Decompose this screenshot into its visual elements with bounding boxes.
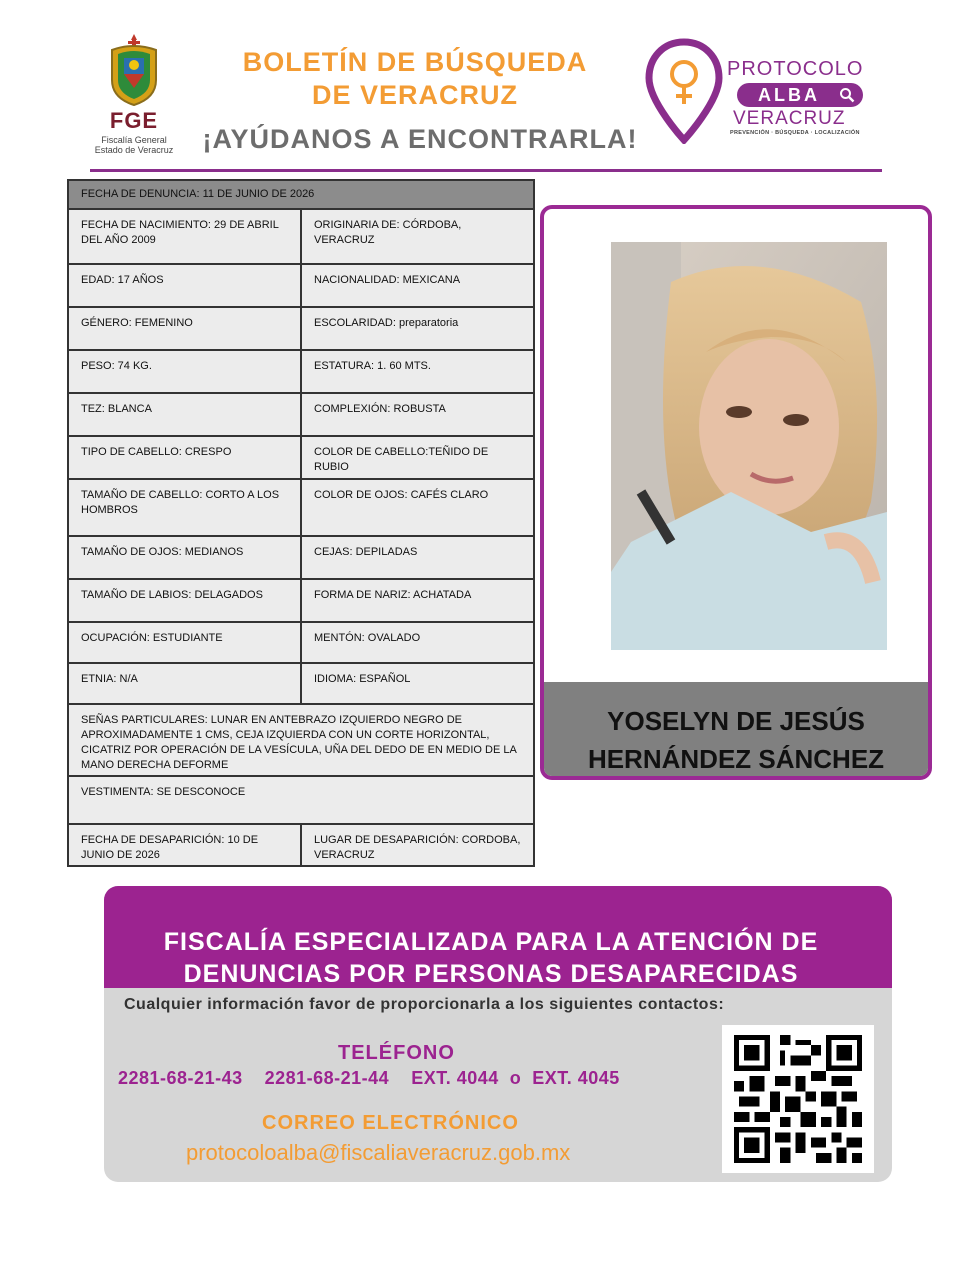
distinguishing-marks: SEÑAS PARTICULARES: LUNAR EN ANTEBRAZO IZQUIERDO NEGRO DE APROXIMADAMENTE 1 CMS, CEJA IZQUIERDA CON UN CORTE HORIZONTAL, CICATRIZ POR OPERACIÓN DE LA VESÍCULA, UÑA DEL DEDO DE EN MEDIO DE LA MANO DERECHA DEFORME <box>81 714 517 771</box>
agency-band <box>104 886 892 988</box>
protocolo-alba-logo <box>645 38 875 148</box>
chin: MENTÓN: OVALADO <box>314 632 421 644</box>
origin: ORIGINARIA DE: CÓRDOBA, VERACRUZ <box>314 219 462 246</box>
height: ESTATURA: 1. 60 MTS. <box>314 360 431 372</box>
bulletin-title <box>200 46 630 112</box>
table-row <box>69 265 533 308</box>
gender: GÉNERO: FEMENINO <box>69 308 302 349</box>
table-row <box>69 351 533 394</box>
table-row <box>69 210 533 265</box>
qr-code-icon <box>734 1035 862 1163</box>
person-name-line1: YOSELYN DE JESÚS <box>607 706 865 736</box>
build: COMPLEXIÓN: ROBUSTA <box>314 403 446 415</box>
fge-abbreviation: FGE <box>109 108 159 133</box>
missing-person-photo <box>611 242 887 650</box>
hair-type: TIPO DE CABELLO: CRESPO <box>69 437 302 478</box>
email-link[interactable]: protocoloalba@fiscaliaveracruz.gob.mx <box>186 1140 571 1165</box>
table-row-clothing <box>69 777 533 825</box>
agency-name <box>116 926 866 990</box>
agency-name-line1: FISCALÍA ESPECIALIZADA PARA LA ATENCIÓN DE <box>163 928 819 956</box>
table-row <box>69 623 533 664</box>
weight: PESO: 74 KG. <box>69 351 302 392</box>
header-divider <box>90 169 882 172</box>
photo-card <box>540 205 932 780</box>
fge-name-line2: Estado de Veracruz <box>94 145 174 155</box>
table-row-report-date <box>69 181 533 210</box>
veracruz-coat-of-arms-icon <box>104 32 164 107</box>
fge-full-name <box>84 135 184 155</box>
help-us-find-her-title: ¡AYÚDANOS A ENCONTRARLA! <box>202 124 638 154</box>
alba-pill <box>737 83 863 107</box>
hair-color: COLOR DE CABELLO:TEÑIDO DE RUBIO <box>314 446 489 473</box>
report-date: FECHA DE DENUNCIA: 11 DE JUNIO DE 2026 <box>81 188 315 200</box>
table-row <box>69 480 533 537</box>
nose-shape: FORMA DE NARIZ: ACHATADA <box>314 589 472 601</box>
occupation: OCUPACIÓN: ESTUDIANTE <box>69 623 302 662</box>
qr-code-box[interactable] <box>722 1025 874 1173</box>
alba-word-veracruz: VERACRUZ <box>733 108 846 129</box>
person-name-line2: HERNÁNDEZ SÁNCHEZ <box>587 744 885 774</box>
lip-size: TAMAÑO DE LABIOS: DELAGADOS <box>69 580 302 621</box>
bulletin-title-line1: BOLETÍN DE BÚSQUEDA <box>242 47 588 77</box>
clothing: VESTIMENTA: SE DESCONOCE <box>81 786 246 798</box>
alba-word-protocolo: PROTOCOLO <box>727 58 864 80</box>
agency-name-line2: DENUNCIAS POR PERSONAS DESAPARECIDAS <box>183 960 799 988</box>
email-label: CORREO ELECTRÓNICO <box>262 1112 519 1134</box>
missing-person-data-table <box>67 179 535 867</box>
table-row-distinguishing-marks <box>69 705 533 777</box>
phone-label: TELÉFONO <box>338 1042 455 1064</box>
fge-name-line1: Fiscalía General <box>101 135 167 145</box>
ethnicity: ETNIA: N/A <box>69 664 302 703</box>
table-row <box>69 580 533 623</box>
fge-logo <box>84 32 184 157</box>
alba-tagline: PREVENCIÓN · BÚSQUEDA · LOCALIZACIÓN <box>730 130 860 136</box>
table-row <box>69 437 533 480</box>
birth-date: FECHA DE NACIMIENTO: 29 DE ABRIL DEL AÑO 2009 <box>69 210 302 263</box>
table-row <box>69 308 533 351</box>
female-symbol-pin-icon <box>645 38 723 144</box>
contact-panel <box>104 886 892 1182</box>
education: ESCOLARIDAD: preparatoria <box>314 317 459 329</box>
skin-tone: TEZ: BLANCA <box>69 394 302 435</box>
bulletin-title-line2: DE VERACRUZ <box>311 80 518 110</box>
table-row <box>69 394 533 437</box>
table-row <box>69 825 533 865</box>
eye-size: TAMAÑO DE OJOS: MEDIANOS <box>69 537 302 578</box>
name-band <box>544 682 928 776</box>
age: EDAD: 17 AÑOS <box>69 265 302 306</box>
table-row <box>69 537 533 580</box>
eye-color: COLOR DE OJOS: CAFÉS CLARO <box>314 489 489 501</box>
missing-person-name <box>544 702 928 778</box>
alba-word-alba: ALBA <box>758 85 820 105</box>
table-row <box>69 664 533 705</box>
nationality: NACIONALIDAD: MEXICANA <box>314 274 461 286</box>
hair-length: TAMAÑO DE CABELLO: CORTO A LOS HOMBROS <box>69 480 302 535</box>
disappearance-date: FECHA DE DESAPARICIÓN: 10 DE JUNIO DE 2026 <box>69 825 302 865</box>
language: IDIOMA: ESPAÑOL <box>314 673 411 685</box>
search-icon <box>839 87 855 103</box>
contact-intro: Cualquier información favor de proporcionarla a los siguientes contactos: <box>124 996 725 1013</box>
eyebrows: CEJAS: DEPILADAS <box>314 546 418 558</box>
phone-numbers[interactable]: 2281-68-21-43 2281-68-21-44 EXT. 4044 o EXT. 4045 <box>118 1068 620 1088</box>
disappearance-place: LUGAR DE DESAPARICIÓN: CORDOBA, VERACRUZ <box>314 834 521 861</box>
